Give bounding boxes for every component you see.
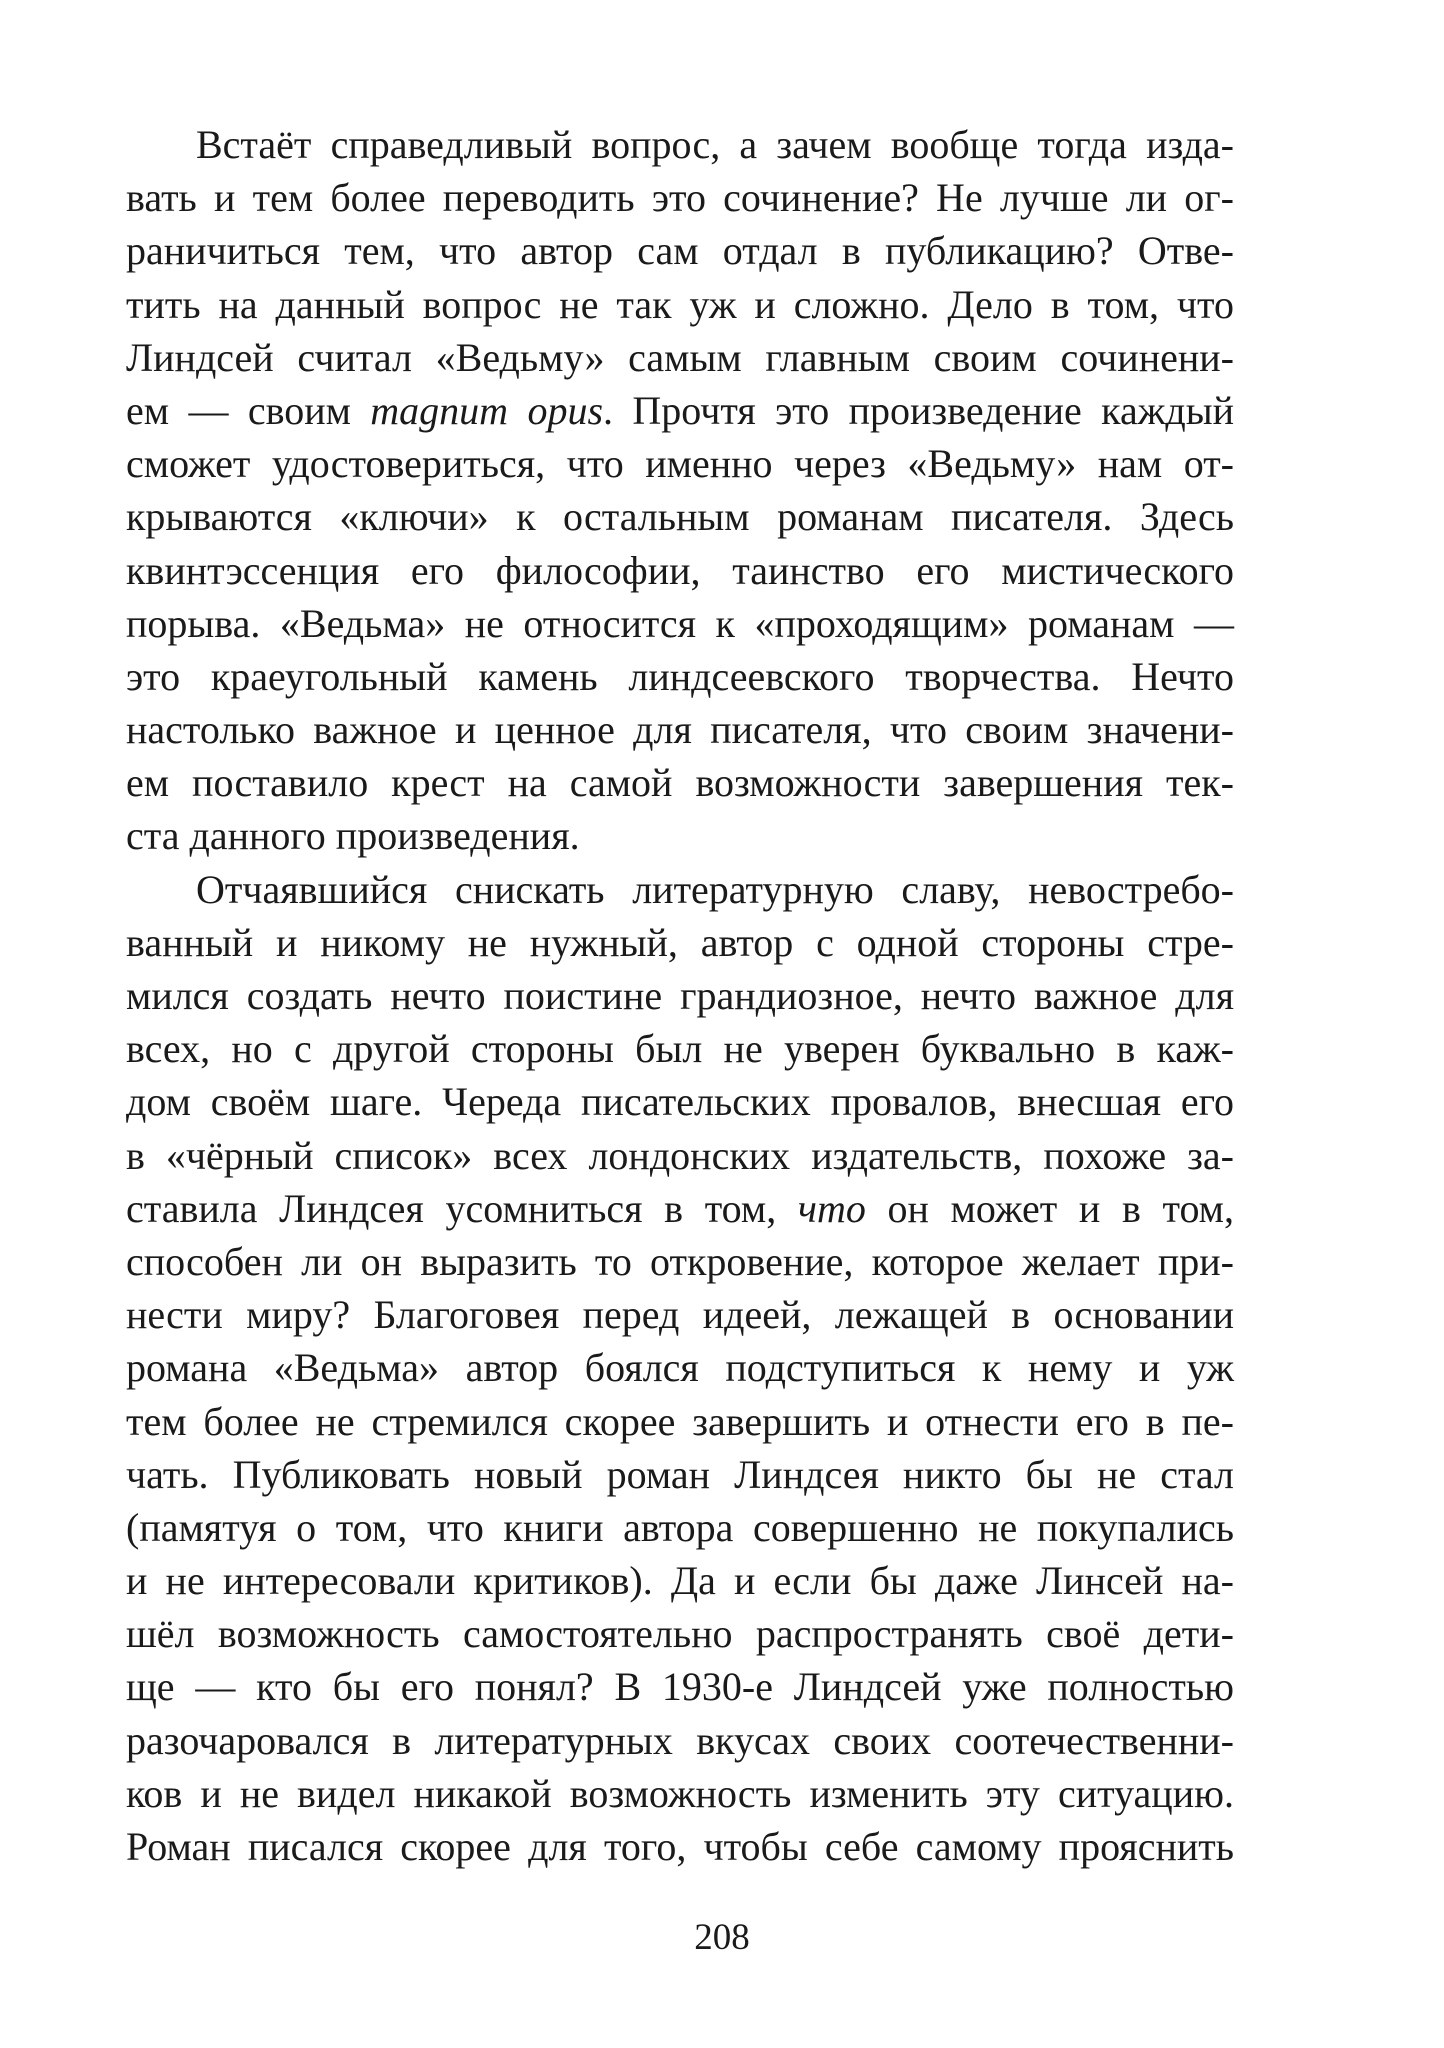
- text-line: квинтэссенция его философии, таинство его мистического: [126, 547, 1234, 593]
- text-line: ще — кто бы его понял? В 1930-е Линдсей уже полностью: [126, 1664, 1234, 1710]
- text-segment: он может и в том,: [865, 1185, 1234, 1231]
- text-line: ем поставило крест на самой возможности завершения тек-: [126, 760, 1234, 806]
- text-line: чать. Публиковать новый роман Линдсея никто бы не стал: [126, 1451, 1234, 1497]
- text-line: крываются «ключи» к остальным романам писателя. Здесь: [126, 494, 1234, 540]
- text-line: вать и тем более переводить это сочинение? Не лучше ли ог-: [126, 175, 1234, 221]
- text-line: [126, 384, 1234, 437]
- page-number: 208: [694, 1917, 750, 1958]
- text-line: (памятуя о том, что книги автора совершенно не покупались: [126, 1504, 1234, 1550]
- text-segment: . Прочтя это произведение каждый: [603, 387, 1234, 433]
- paragraph: [126, 118, 1234, 863]
- text-line: способен ли он выразить то откровение, которое желает при-: [126, 1238, 1234, 1284]
- italic-term: magnum opus: [370, 387, 604, 433]
- text-line: тем более не стремился скорее завершить и отнести его в пе-: [126, 1398, 1234, 1444]
- text-line: порыва. «Ведьма» не относится к «проходящим» романам —: [126, 600, 1234, 646]
- text-segment: ставила Линдсея усомниться в том,: [126, 1185, 798, 1231]
- text-line: тить на данный вопрос не так уж и сложно. Дело в том, что: [126, 281, 1234, 327]
- text-segment: ем — своим: [126, 387, 371, 433]
- text-line: Роман писался скорее для того, чтобы себе самому прояснить: [126, 1824, 1234, 1869]
- paragraph: [126, 863, 1234, 1874]
- text-line: дом своём шаге. Череда писательских провалов, внесшая его: [126, 1079, 1234, 1125]
- text-line: романа «Ведьма» автор боялся подступиться к нему и уж: [126, 1345, 1234, 1391]
- text-line: сможет удостовериться, что именно через «Ведьму» нам от-: [126, 441, 1234, 487]
- text-line: ков и не видел никакой возможность изменить эту ситуацию.: [126, 1770, 1234, 1816]
- text-line: шёл возможность самостоятельно распространять своё дети-: [126, 1611, 1234, 1657]
- text-line: мился создать нечто поистине грандиозное, нечто важное для: [126, 973, 1234, 1018]
- text-line: Отчаявшийся снискать литературную славу, невостребо-: [196, 866, 1234, 912]
- text-line: [126, 1182, 1234, 1235]
- text-line: всех, но с другой стороны был не уверен буквально в каж-: [126, 1026, 1234, 1072]
- text-line: настолько важное и ценное для писателя, что своим значени-: [126, 707, 1234, 753]
- text-line: в «чёрный список» всех лондонских издательств, похоже за-: [126, 1132, 1234, 1178]
- text-line: это краеугольный камень линдсеевского творчества. Нечто: [126, 653, 1234, 699]
- text-line: Линдсей считал «Ведьму» самым главным своим сочинени-: [126, 334, 1234, 380]
- text-line: ста данного произведения.: [126, 813, 580, 859]
- text-line: раничиться тем, что автор сам отдал в публикацию? Отве-: [126, 228, 1234, 274]
- text-line: разочаровался в литературных вкусах своих соотечественни-: [126, 1717, 1234, 1763]
- body-text: [126, 118, 1234, 1873]
- italic-term: что: [797, 1185, 866, 1231]
- text-line: нести миру? Благоговея перед идеей, лежащей в основании: [126, 1292, 1234, 1338]
- text-line: и не интересовали критиков). Да и если бы даже Линсей на-: [126, 1558, 1234, 1604]
- text-line: ванный и никому не нужный, автор с одной стороны стре-: [126, 919, 1234, 965]
- text-line: Встаёт справедливый вопрос, а зачем вообще тогда изда-: [196, 122, 1234, 167]
